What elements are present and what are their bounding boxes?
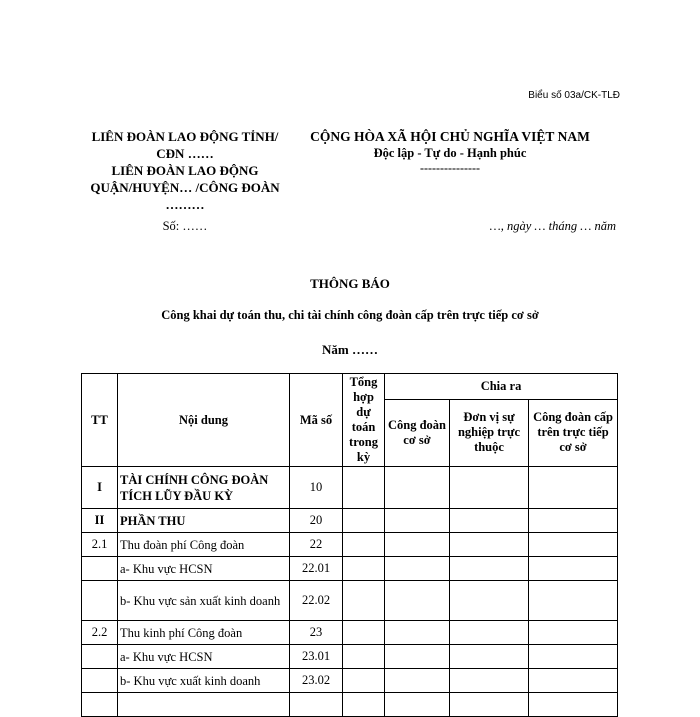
document-date: …, ngày … tháng … năm [489,219,616,233]
row-cell [529,669,618,693]
national-motto: Độc lập - Tự do - Hạnh phúc [373,146,527,160]
row-code: 23.01 [290,645,343,669]
row-cell [529,645,618,669]
row-label: a- Khu vực HCSN [118,645,290,669]
table-row [82,645,618,669]
document-year: Năm …… [322,342,378,357]
row-cell [529,693,618,717]
row-label: Thu đoàn phí Công đoàn [118,533,290,557]
row-label: TÀI CHÍNH CÔNG ĐOÀN TÍCH LŨY ĐẦU KỲ [118,467,290,509]
row-cell [529,621,618,645]
row-tt [82,557,118,581]
row-tt: II [82,509,118,533]
table-row [82,467,618,509]
row-tt [82,581,118,621]
row-cell [529,533,618,557]
row-cell [118,693,290,717]
table-row [82,693,618,717]
document-subtitle: Công khai dự toán thu, chi tài chính công đoàn cấp trên trực tiếp cơ sở [161,308,539,322]
row-code: 22.01 [290,557,343,581]
row-cell [343,693,385,717]
header-content: Nội dung [118,374,290,467]
row-cell [290,693,343,717]
row-cell [82,693,118,717]
org-line-4: QUẬN/HUYỆN… /CÔNG ĐOÀN [90,180,280,195]
header-split: Chia ra [385,374,618,400]
row-label: a- Khu vực HCSN [118,557,290,581]
table-row [82,509,618,533]
row-code: 20 [290,509,343,533]
row-cell [385,621,450,645]
row-cell [343,645,385,669]
row-code: 23 [290,621,343,645]
row-cell [450,621,529,645]
country-name: CỘNG HÒA XÃ HỘI CHỦ NGHĨA VIỆT NAM [310,129,590,144]
org-line-3: LIÊN ĐOÀN LAO ĐỘNG [111,163,259,178]
row-tt [82,669,118,693]
row-cell [529,467,618,509]
row-cell [450,581,529,621]
row-cell [450,467,529,509]
header-upper-level-union: Công đoàn cấp trên trực tiếp cơ sở [529,399,618,466]
row-label: b- Khu vực xuất kinh doanh [118,669,290,693]
table-row [82,533,618,557]
form-code: Biểu số 03a/CK-TLĐ [528,90,620,101]
row-cell [450,669,529,693]
header-total: Tổng hợp dự toán trong kỳ [343,374,385,467]
org-line-5: ……… [165,197,205,212]
table-row [82,669,618,693]
row-code: 22 [290,533,343,557]
row-label: PHẦN THU [118,509,290,533]
header-code: Mã số [290,374,343,467]
row-label: Thu kinh phí Công đoàn [118,621,290,645]
row-cell [385,509,450,533]
row-cell [385,467,450,509]
row-code: 23.02 [290,669,343,693]
document-title: THÔNG BÁO [310,276,390,291]
row-tt: 2.1 [82,533,118,557]
row-cell [385,533,450,557]
table-row [82,557,618,581]
row-cell [385,693,450,717]
header-grassroots-union: Công đoàn cơ sở [385,399,450,466]
issuing-organization-header [75,128,295,213]
document-number: Số: …… [162,219,208,233]
row-tt: I [82,467,118,509]
row-cell [450,693,529,717]
row-cell [343,557,385,581]
row-cell [529,557,618,581]
motto-underline: --------------- [420,161,480,175]
row-cell [343,669,385,693]
row-cell [450,533,529,557]
header-tt: TT [82,374,118,467]
row-cell [343,581,385,621]
row-cell [529,509,618,533]
row-tt: 2.2 [82,621,118,645]
header-affiliated-units: Đơn vị sự nghiệp trực thuộc [450,399,529,466]
table-row [82,581,618,621]
row-cell [343,467,385,509]
row-cell [385,581,450,621]
row-tt [82,645,118,669]
row-code: 10 [290,467,343,509]
row-cell [343,509,385,533]
table-row [82,621,618,645]
row-cell [343,533,385,557]
row-cell [385,669,450,693]
budget-table [81,373,618,717]
row-cell [385,557,450,581]
row-cell [529,581,618,621]
row-cell [385,645,450,669]
org-line-2: CĐN …… [156,146,214,161]
row-cell [450,509,529,533]
row-code: 22.02 [290,581,343,621]
row-cell [343,621,385,645]
org-line-1: LIÊN ĐOÀN LAO ĐỘNG TỈNH/ [91,129,279,144]
row-cell [450,645,529,669]
national-header [300,128,600,174]
row-cell [450,557,529,581]
row-label: b- Khu vực sản xuất kinh doanh [118,581,290,621]
